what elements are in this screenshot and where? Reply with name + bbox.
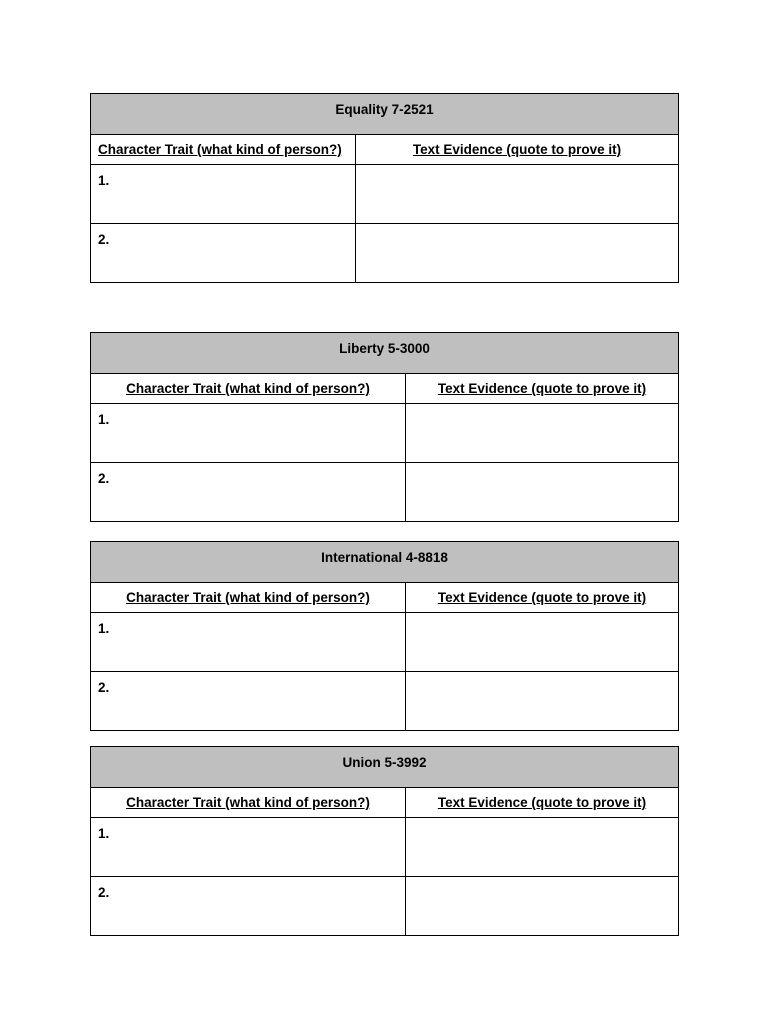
character-table-international	[90, 541, 679, 731]
trait-cell-1[interactable]: 1.	[91, 165, 356, 224]
table-header-row	[91, 374, 679, 404]
text-evidence-header-label: Text Evidence (quote to prove it)	[437, 795, 647, 810]
table-row	[91, 818, 679, 877]
table-row	[91, 224, 679, 283]
text-evidence-header-label: Text Evidence (quote to prove it)	[437, 590, 647, 605]
character-trait-header	[91, 374, 406, 404]
character-trait-header-label: Character Trait (what kind of person?)	[98, 142, 342, 157]
trait-cell-1[interactable]: 1.	[91, 404, 406, 463]
table-header-row	[91, 788, 679, 818]
evidence-cell-1[interactable]	[356, 165, 679, 224]
character-trait-header-label: Character Trait (what kind of person?)	[126, 590, 370, 605]
trait-cell-2[interactable]: 2.	[91, 224, 356, 283]
table-title-row	[91, 94, 679, 135]
character-table-liberty	[90, 332, 679, 522]
text-evidence-header-label: Text Evidence (quote to prove it)	[437, 381, 647, 396]
character-table-union	[90, 746, 679, 936]
evidence-cell-1[interactable]	[406, 613, 679, 672]
trait-cell-2[interactable]: 2.	[91, 463, 406, 522]
character-trait-header	[91, 583, 406, 613]
table-title: International 4-8818	[91, 542, 679, 583]
evidence-cell-2[interactable]	[406, 463, 679, 522]
evidence-cell-2[interactable]	[356, 224, 679, 283]
table-title-row	[91, 333, 679, 374]
text-evidence-header-label: Text Evidence (quote to prove it)	[412, 142, 622, 157]
character-trait-header-label: Character Trait (what kind of person?)	[126, 795, 370, 810]
table-title: Liberty 5-3000	[91, 333, 679, 374]
table-row	[91, 672, 679, 731]
table-row	[91, 404, 679, 463]
trait-cell-1[interactable]: 1.	[91, 818, 406, 877]
trait-cell-2[interactable]: 2.	[91, 672, 406, 731]
evidence-cell-1[interactable]	[406, 404, 679, 463]
trait-cell-1[interactable]: 1.	[91, 613, 406, 672]
character-trait-header	[91, 788, 406, 818]
text-evidence-header	[356, 135, 679, 165]
table-row	[91, 165, 679, 224]
table-row	[91, 463, 679, 522]
trait-cell-2[interactable]: 2.	[91, 877, 406, 936]
table-header-row	[91, 583, 679, 613]
evidence-cell-2[interactable]	[406, 877, 679, 936]
table-row	[91, 613, 679, 672]
character-table-equality	[90, 93, 679, 283]
text-evidence-header	[406, 788, 679, 818]
evidence-cell-1[interactable]	[406, 818, 679, 877]
text-evidence-header	[406, 583, 679, 613]
table-title-row	[91, 747, 679, 788]
text-evidence-header	[406, 374, 679, 404]
character-trait-header	[91, 135, 356, 165]
evidence-cell-2[interactable]	[406, 672, 679, 731]
table-title: Equality 7-2521	[91, 94, 679, 135]
table-title: Union 5-3992	[91, 747, 679, 788]
character-trait-header-label: Character Trait (what kind of person?)	[126, 381, 370, 396]
table-row	[91, 877, 679, 936]
table-header-row	[91, 135, 679, 165]
table-title-row	[91, 542, 679, 583]
